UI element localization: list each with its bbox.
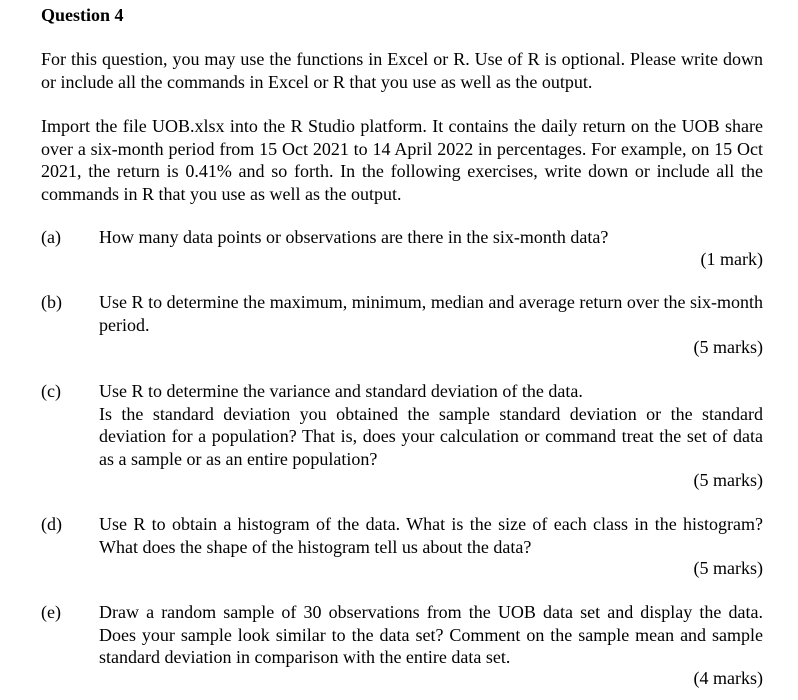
part-c-label: (c) xyxy=(41,381,61,401)
part-b-text: Use R to determine the maximum, minimum, median and average return over the six-month period. xyxy=(99,292,763,335)
part-e-text: Draw a random sample of 30 observations from the UOB data set and display the data. Does your sample look similar to the data set? Comment on the sample mean and sample standard deviation in comparison with the entire data set. xyxy=(99,602,763,667)
question-context: Import the file UOB.xlsx into the R Studio platform. It contains the daily return on the UOB share over a six-month period from 15 Oct 2021 to 14 April 2022 in percentages. For example, on 15 Oct 2021, the return is 0.41% and so forth. In the following exercises, write down or include all the commands in R that you use as well as the output. xyxy=(41,116,763,204)
part-b-label: (b) xyxy=(41,292,62,312)
part-a-marks: (1 mark) xyxy=(700,249,763,269)
part-c-marks: (5 marks) xyxy=(693,470,763,490)
part-a-label: (a) xyxy=(41,227,61,247)
part-d-marks: (5 marks) xyxy=(693,558,763,578)
part-c-text xyxy=(99,380,763,470)
part-d-label: (d) xyxy=(41,514,62,534)
part-a-text: How many data points or observations are there in the six-month data? xyxy=(99,227,609,247)
question-intro: For this question, you may use the functions in Excel or R. Use of R is optional. Please write down or include all the commands in Excel or R that you use as well as the output. xyxy=(41,49,763,92)
part-b-marks: (5 marks) xyxy=(693,337,763,357)
part-d-text: Use R to obtain a histogram of the data. What is the size of each class in the histogram? What does the shape of the histogram tell us about the data? xyxy=(99,514,763,557)
question-title: Question 4 xyxy=(41,5,124,25)
part-e-label: (e) xyxy=(41,602,61,622)
part-c-line-2: Is the standard deviation you obtained the sample standard deviation or the standard deviation for a population? That is, does your calculation or command treat the set of data as a sample or as an entire population? xyxy=(99,403,763,469)
part-c-line-1: Use R to determine the variance and standard deviation of the data. xyxy=(99,381,583,401)
part-e-marks: (4 marks) xyxy=(693,668,763,688)
